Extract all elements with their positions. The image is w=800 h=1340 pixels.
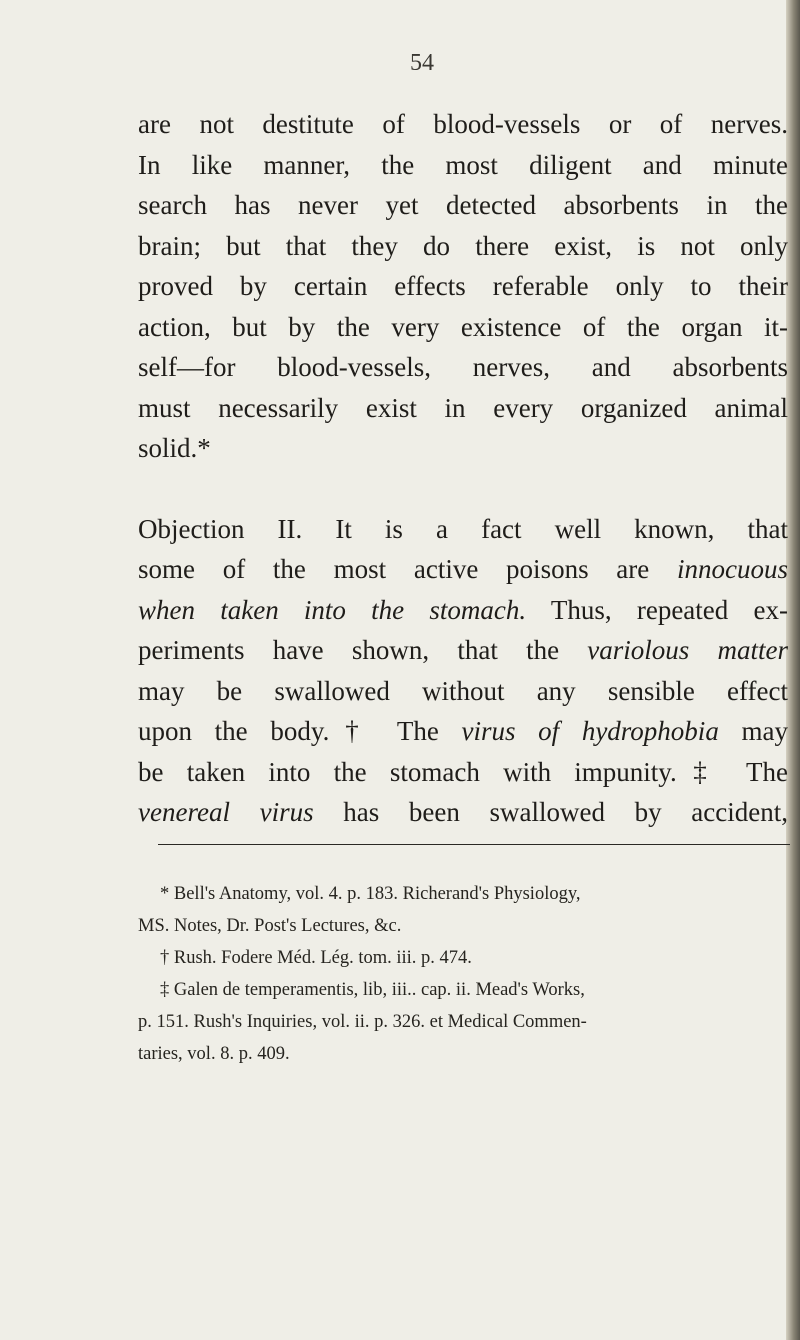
text-line: Objection II. It is a fact well known, that xyxy=(138,513,788,544)
text-line: may be swallowed without any sensible effect xyxy=(138,675,788,706)
italic-span: virus of hydrophobia xyxy=(461,716,719,746)
text-line: action, but by the very existence of the organ it- xyxy=(138,311,788,342)
footnote-line: taries, vol. 8. p. 409. xyxy=(138,1044,290,1064)
footnote-line: * Bell's Anatomy, vol. 4. p. 183. Richerand's Physiology, xyxy=(160,884,581,904)
italic-span: venereal virus xyxy=(138,797,314,827)
text-span: upon the body.† The xyxy=(138,716,462,746)
text-span: has been swallowed by accident, xyxy=(313,797,789,827)
body-text xyxy=(138,104,788,833)
text-line: must necessarily exist in every organized animal xyxy=(138,392,788,423)
text-line: In like manner, the most diligent and minute xyxy=(138,149,788,180)
text-line: search has never yet detected absorbents in the xyxy=(138,190,788,220)
page-edge-shadow xyxy=(786,0,800,1340)
text-line xyxy=(138,711,788,752)
footnote-line: ‡ Galen de temperamentis, lib, iii.. cap. ii. Mead's Works, xyxy=(160,980,585,1000)
text-line xyxy=(138,630,788,671)
text-span: may xyxy=(718,716,788,746)
text-line xyxy=(138,549,788,590)
footnote-line: p. 151. Rush's Inquiries, vol. ii. p. 326. et Medical Commen- xyxy=(138,1012,587,1032)
text-line: proved by certain effects referable only to their xyxy=(138,271,788,301)
text-span: some of the most active poisons are xyxy=(138,554,650,584)
footnotes xyxy=(138,878,788,1070)
text-line: be taken into the stomach with impunity.‡ The xyxy=(138,756,788,787)
italic-span: innocuous xyxy=(677,554,788,584)
page-number: 54 xyxy=(410,50,434,76)
text-span: Thus, repeated ex- xyxy=(526,594,788,625)
text-line: are not destitute of blood-vessels or of nerves. xyxy=(138,109,788,139)
italic-span: variolous matter xyxy=(587,635,788,665)
text-line xyxy=(138,590,788,631)
footnote-line: MS. Notes, Dr. Post's Lectures, &c. xyxy=(138,916,402,936)
italic-span: when taken into the stomach. xyxy=(138,594,527,625)
text-line: brain; but that they do there exist, is not only xyxy=(138,230,788,261)
text-line: solid.* xyxy=(138,433,211,463)
text-line: self—for blood-vessels, nerves, and absorbents xyxy=(138,352,788,382)
text-span: periments have shown, that the xyxy=(138,635,588,665)
text-line xyxy=(138,792,788,833)
footnote-rule xyxy=(158,844,790,845)
footnote-line: † Rush. Fodere Méd. Lég. tom. iii. p. 474. xyxy=(160,948,472,968)
